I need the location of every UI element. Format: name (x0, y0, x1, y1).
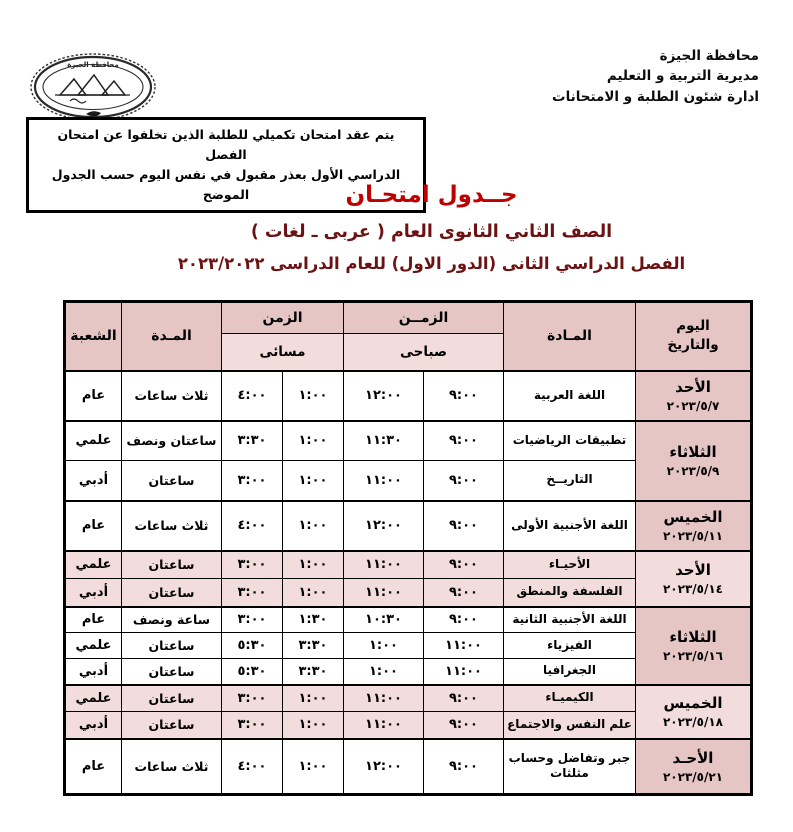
morning-end-time-cell: ١٢:٠٠ (343, 739, 423, 795)
evening-end-time-cell: ٤:٠٠ (221, 739, 282, 795)
morning-end-time-cell: ١:٠٠ (343, 633, 423, 659)
subject-cell: الفيزياء (504, 633, 636, 659)
morning-start-time-cell: ٩:٠٠ (424, 551, 504, 579)
day-name: الثلاثاء (669, 443, 717, 461)
exam-table-body (64, 371, 751, 795)
org-header (552, 46, 759, 107)
duration-cell: ساعتان (121, 633, 221, 659)
exam-row (64, 551, 751, 579)
morning-start-time-cell: ٩:٠٠ (424, 712, 504, 739)
evening-start-time-cell: ١:٣٠ (282, 607, 343, 633)
subject-cell: اللغة الأجنبية الأولى (504, 501, 636, 551)
day-date-cell (636, 421, 752, 501)
branch-cell: أدبي (64, 461, 121, 501)
grade-title: الصف الثاني الثانوى العام ( عربى ـ لغات ) (250, 222, 613, 242)
morning-start-time-cell: ١١:٠٠ (424, 633, 504, 659)
day-date-cell (636, 551, 752, 607)
col-header-duration: المـدة (121, 302, 221, 371)
pyramids-icon (55, 75, 130, 103)
subject-cell: الفلسفة والمنطق (504, 579, 636, 607)
subject-cell: الأحيـاء (504, 551, 636, 579)
day-date-cell (636, 501, 752, 551)
governorate-stamp-logo (28, 52, 158, 122)
day-date-cell (636, 685, 752, 739)
day-date: ٢٠٢٣/٥/١١ (662, 529, 724, 543)
org-line-directorate: مديرية التربية و التعليم (606, 68, 759, 85)
notice-line-1: يتم عقد امتحان تكميلي للطلبة الذين تخلفوا عن امتحان الفصل (57, 127, 395, 162)
day-name: الأحـد (672, 748, 714, 767)
evening-start-time-cell: ١:٠٠ (282, 685, 343, 712)
morning-end-time-cell: ١٢:٠٠ (343, 501, 423, 551)
evening-start-time-cell: ١:٠٠ (282, 551, 343, 579)
morning-end-time-cell: ١١:٣٠ (343, 421, 423, 461)
col-header-subject: المـادة (504, 302, 636, 371)
evening-end-time-cell: ٣:٠٠ (221, 551, 282, 579)
stamp-ink-mark (86, 111, 101, 116)
morning-end-time-cell: ١:٠٠ (343, 659, 423, 685)
morning-start-time-cell: ٩:٠٠ (424, 685, 504, 712)
col-header-time-evening-group: الزمن (221, 302, 343, 334)
day-date-cell (636, 739, 752, 795)
notice-line-2: الدراسي الأول بعذر مقبول في نفس اليوم حسب الجدول الموضح (51, 167, 401, 202)
evening-end-time-cell: ٣:٠٠ (221, 607, 282, 633)
morning-end-time-cell: ١٠:٣٠ (343, 607, 423, 633)
titles-section (70, 182, 793, 273)
table-header-row-1 (64, 302, 751, 334)
subject-cell: تطبيقات الرياضيات (504, 421, 636, 461)
org-line-governorate: محافظة الجيزة (659, 48, 759, 64)
morning-end-time-cell: ١١:٠٠ (343, 461, 423, 501)
evening-end-time-cell: ٣:٠٠ (221, 685, 282, 712)
day-date-cell (636, 371, 752, 421)
exam-row (64, 501, 751, 551)
day-date-cell (636, 607, 752, 685)
branch-cell: أدبي (64, 579, 121, 607)
morning-end-time-cell: ١١:٠٠ (343, 579, 423, 607)
evening-end-time-cell: ٥:٣٠ (221, 659, 282, 685)
col-header-day (636, 302, 752, 371)
exam-row (64, 607, 751, 633)
col-header-morning: صباحى (343, 334, 503, 371)
branch-cell: علمي (64, 421, 121, 461)
morning-start-time-cell: ٩:٠٠ (424, 739, 504, 795)
branch-cell: علمي (64, 633, 121, 659)
morning-end-time-cell: ١١:٠٠ (343, 712, 423, 739)
day-date: ٢٠٢٣/٥/١٨ (662, 715, 724, 729)
morning-start-time-cell: ٩:٠٠ (424, 461, 504, 501)
evening-start-time-cell: ١:٠٠ (282, 461, 343, 501)
morning-start-time-cell: ٩:٠٠ (424, 501, 504, 551)
evening-start-time-cell: ١:٠٠ (282, 579, 343, 607)
duration-cell: ساعتان (121, 659, 221, 685)
branch-cell: عام (64, 739, 121, 795)
morning-start-time-cell: ٩:٠٠ (424, 607, 504, 633)
day-date: ٢٠٢٣/٥/١٤ (662, 582, 724, 596)
duration-cell: ساعتان (121, 712, 221, 739)
day-date: ٢٠٢٣/٥/٢١ (662, 769, 724, 784)
duration-cell: ثلاث ساعات (121, 739, 221, 795)
branch-cell: علمي (64, 551, 121, 579)
morning-start-time-cell: ٩:٠٠ (424, 421, 504, 461)
duration-cell: ثلاث ساعات (121, 501, 221, 551)
duration-cell: ساعتان (121, 685, 221, 712)
evening-start-time-cell: ١:٠٠ (282, 421, 343, 461)
org-line-administration: ادارة شئون الطلبة و الامتحانات (552, 88, 759, 105)
exam-row (64, 371, 751, 421)
branch-cell: أدبي (64, 659, 121, 685)
evening-start-time-cell: ٣:٣٠ (282, 633, 343, 659)
day-name: الأحد (675, 378, 711, 396)
morning-end-time-cell: ١١:٠٠ (343, 685, 423, 712)
day-name: الثلاثاء (669, 628, 717, 646)
evening-start-time-cell: ١:٠٠ (282, 501, 343, 551)
day-date: ٢٠٢٣/٥/٧ (666, 399, 720, 413)
subject-cell: جبر وتفاضل وحساب مثلثات (504, 739, 636, 795)
morning-end-time-cell: ١٢:٠٠ (343, 371, 423, 421)
evening-start-time-cell: ١:٠٠ (282, 371, 343, 421)
morning-start-time-cell: ٩:٠٠ (424, 371, 504, 421)
exam-row (64, 421, 751, 461)
exam-row (64, 739, 751, 795)
duration-cell: ساعة ونصف (121, 607, 221, 633)
morning-start-time-cell: ٩:٠٠ (424, 579, 504, 607)
branch-cell: أدبي (64, 712, 121, 739)
col-header-day-label: اليوم والتاريخ (667, 317, 719, 354)
col-header-evening: مسائى (221, 334, 343, 371)
evening-end-time-cell: ٤:٠٠ (221, 371, 282, 421)
evening-end-time-cell: ٣:٠٠ (221, 461, 282, 501)
morning-start-time-cell: ١١:٠٠ (424, 659, 504, 685)
stamp-text: محافظة الجيزة (67, 61, 119, 69)
evening-end-time-cell: ٣:٣٠ (221, 421, 282, 461)
evening-end-time-cell: ٣:٠٠ (221, 712, 282, 739)
day-date: ٢٠٢٣/٥/١٦ (662, 649, 724, 663)
subject-cell: التاريــخ (504, 461, 636, 501)
evening-end-time-cell: ٤:٠٠ (221, 501, 282, 551)
branch-cell: علمي (64, 685, 121, 712)
day-name: الخميس (663, 694, 723, 712)
day-name: الأحد (675, 561, 711, 579)
duration-cell: ساعتان (121, 461, 221, 501)
day-date: ٢٠٢٣/٥/٩ (666, 464, 720, 478)
branch-cell: عام (64, 371, 121, 421)
morning-end-time-cell: ١١:٠٠ (343, 551, 423, 579)
evening-start-time-cell: ١:٠٠ (282, 739, 343, 795)
term-title: الفصل الدراسي الثانى (الدور الاول) للعام الدراسى ٢٠٢٣/٢٠٢٢ (177, 254, 686, 273)
evening-end-time-cell: ٣:٠٠ (221, 579, 282, 607)
evening-start-time-cell: ١:٠٠ (282, 712, 343, 739)
stamp-icon (28, 52, 158, 122)
day-name: الخميس (663, 508, 723, 526)
subject-cell: الجغرافيا (504, 659, 636, 685)
branch-cell: عام (64, 501, 121, 551)
exam-schedule-title: جــدول امتحـان (345, 182, 518, 208)
evening-end-time-cell: ٥:٣٠ (221, 633, 282, 659)
exam-row (64, 685, 751, 712)
col-header-branch: الشعبة (64, 302, 121, 371)
duration-cell: ساعتان (121, 579, 221, 607)
evening-start-time-cell: ٣:٣٠ (282, 659, 343, 685)
subject-cell: الكيميـاء (504, 685, 636, 712)
duration-cell: ساعتان (121, 551, 221, 579)
exam-table (63, 300, 753, 796)
subject-cell: اللغة العربية (504, 371, 636, 421)
subject-cell: علم النفس والاجتماع (504, 712, 636, 739)
duration-cell: ساعتان ونصف (121, 421, 221, 461)
branch-cell: عام (64, 607, 121, 633)
col-header-time-morning-group: الزمــن (343, 302, 503, 334)
subject-cell: اللغة الأجنبية الثانية (504, 607, 636, 633)
duration-cell: ثلاث ساعات (121, 371, 221, 421)
